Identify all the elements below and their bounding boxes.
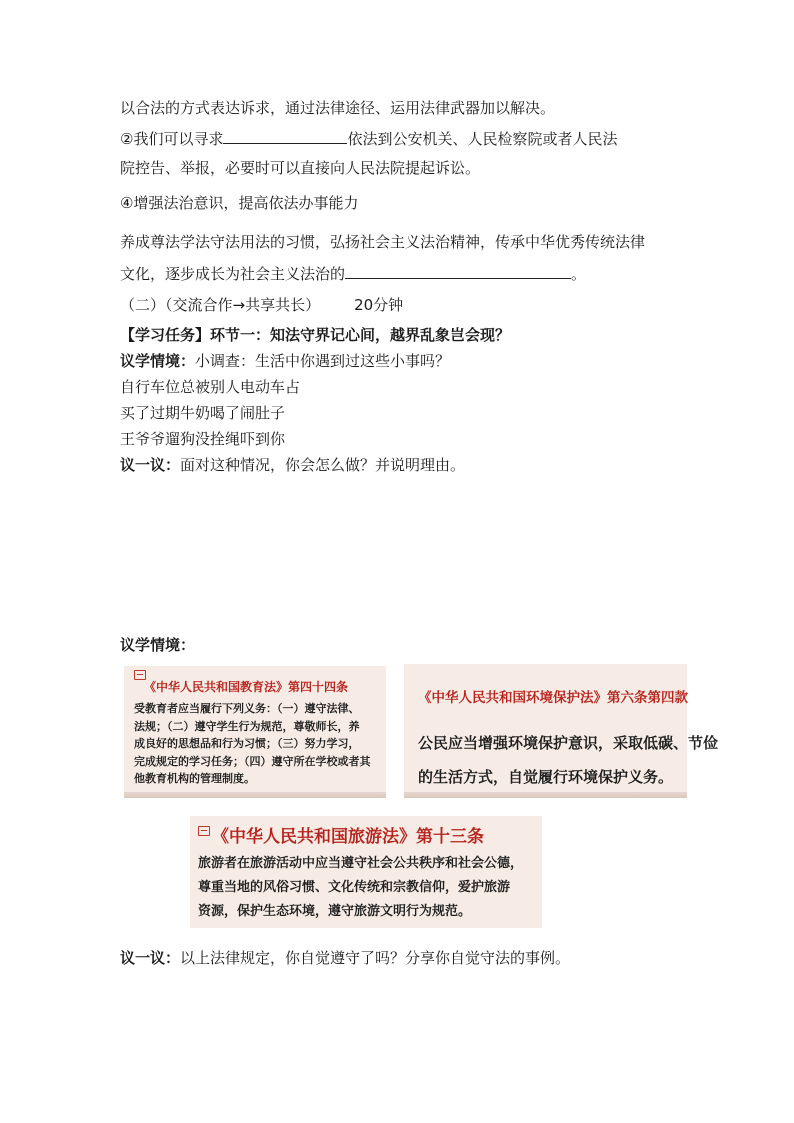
environment-law-card [404,664,719,798]
line-6-suffix: 。 [571,265,587,283]
scene-1-label: 议学情境： [120,352,196,370]
education-law-title: 《中华人民共和国教育法》第四十四条 [144,680,349,694]
education-law-card [124,666,386,798]
discuss-2-text: 以上法律规定，你自觉遵守了吗？分享你自觉守法的事例。 [180,949,571,967]
task-label: 【学习任务】 [120,326,211,344]
survey-item-3: 王爷爷遛狗没拴绳吓到你 [120,430,286,448]
task-text: 环节一：知法守界记心间，越界乱象岂会现？ [210,326,511,344]
text-line-4: ④增强法治意识，提高依法办事能力 [120,194,359,212]
discuss-1 [120,455,465,475]
line-2-prefix: ②我们可以寻求 [120,130,224,148]
environment-law-body [418,726,718,794]
discuss-2-label: 议一议： [120,949,181,967]
environment-law-line: 的生活方式，自觉履行环境保护义务。 [418,768,674,786]
education-law-line: 法规；（二）遵守学生行为规范，尊敬师长，养 [134,719,360,733]
survey-item-1: 自行车位总被别人电动车占 [120,378,301,396]
tourism-law-title: 《中华人民共和国旅游法》第十三条 [212,827,484,847]
education-law-body [134,700,371,788]
list-icon [198,826,210,836]
section-time: 20分钟 [354,296,404,314]
discuss-2 [120,948,570,968]
education-law-line: 受教育者应当履行下列义务：（一）遵守法律、 [134,702,360,715]
text-line-2 [120,127,617,149]
scene-2-label: 议学情境： [120,636,196,654]
text-line-5: 养成尊法学法守法用法的习惯，弘扬社会主义法治精神，传承中华优秀传统法律 [120,233,646,251]
discuss-1-text: 面对这种情况，你会怎么做？并说明理由。 [180,456,466,474]
card-edge [404,792,687,798]
tourism-law-body [198,852,523,924]
scene-1 [120,351,450,371]
section-heading [120,295,403,315]
education-law-line: 完成规定的学习任务；（四）遵守所在学校或者其 [134,754,371,768]
education-law-line: 他教育机构的管理制度。 [134,772,255,785]
fill-blank-1[interactable] [223,127,347,144]
section-title: （二）（交流合作→共享共长） [120,296,321,314]
line-6-prefix: 文化，逐步成长为社会主义法治的 [120,265,346,283]
text-line-1: 以合法的方式表达诉求，通过法律途径、运用法律武器加以解决。 [120,99,556,117]
fill-blank-2[interactable] [345,262,571,279]
tourism-law-line: 尊重当地的风俗习惯、文化传统和宗教信仰，爱护旅游 [198,880,511,895]
scene-1-text: 小调查：生活中你遇到过这些小事吗？ [195,352,451,370]
tourism-law-line: 旅游者在旅游活动中应当遵守社会公共秩序和社会公德， [198,856,524,871]
tourism-law-line: 资源，保护生态环境，遵守旅游文明行为规范。 [198,904,472,919]
text-line-3: 院控告、举报，必要时可以直接向人民法院提起诉讼。 [120,159,481,177]
education-law-line: 成良好的思想品和行为习惯；（三）努力学习， [134,737,360,750]
card-edge [124,792,386,798]
discuss-1-label: 议一议： [120,456,181,474]
survey-item-2: 买了过期牛奶喝了闹肚子 [120,404,286,422]
text-line-6 [120,262,586,284]
environment-law-title: 《中华人民共和国环境保护法》第六条第四款 [418,690,688,706]
line-2-suffix: 依法到公安机关、人民检察院或者人民法 [347,130,618,148]
task-heading [120,325,510,345]
environment-law-line: 公民应当增强环境保护意识，采取低碳、节俭 [418,734,719,752]
tourism-law-card [190,816,542,928]
